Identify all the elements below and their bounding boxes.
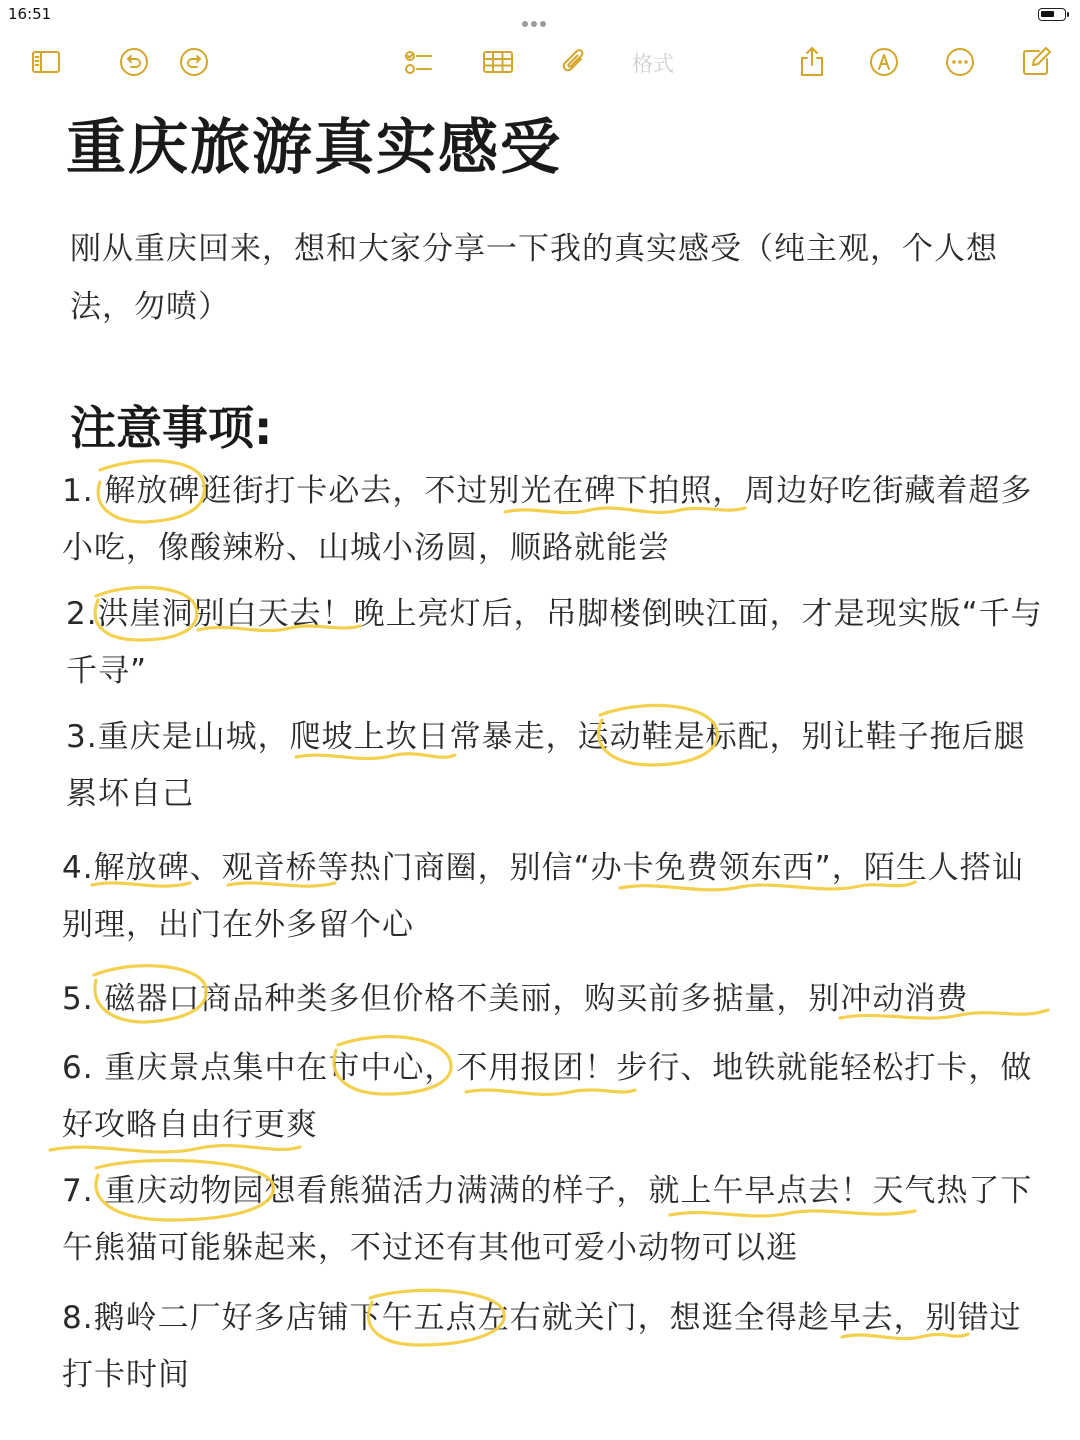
format-button[interactable]: 格式 [632,52,674,76]
list-item: 8.鹅岭二厂好多店铺下午五点左右就关门，想逛全得趁早去，别错过打卡时间 [62,1300,1022,1393]
note-title: 重庆旅游真实感受 [66,113,562,183]
list-item: 1. 解放碑逛街打卡必去，不过别光在碑下拍照，周边好吃街藏着超多小吃，像酸辣粉、山城小汤圆，顺路就能尝 [62,473,1033,566]
list-item: 4.解放碑、观音桥等热门商圈，别信“办卡免费领东西”，陌生人搭讪别理，出门在外多留个心 [62,850,1024,943]
list-item: 3.重庆是山城，爬坡上坎日常暴走，运动鞋是标配，别让鞋子拖后腿累坏自己 [66,719,1026,812]
list-item: 6. 重庆景点集中在市中心，不用报团！步行、地铁就能轻松打卡，做好攻略自由行更爽 [62,1050,1033,1143]
note-intro: 刚从重庆回来，想和大家分享一下我的真实感受（纯主观，个人想法，勿喷） [70,231,998,325]
section-heading: 注意事项: [70,401,273,455]
list-item: 7. 重庆动物园想看熊猫活力满满的样子，就上午早点去！天气热了下午熊猫可能躲起来，不过还有其他可爱小动物可以逛 [62,1173,1033,1266]
list-item: 2.洪崖洞别白天去！晚上亮灯后，吊脚楼倒映江面，才是现实版“千与千寻” [66,596,1043,689]
list-item: 5. 磁器口商品种类多但价格不美丽，购买前多掂量，别冲动消费 [62,981,969,1017]
status-time: 16:51 [8,5,52,23]
